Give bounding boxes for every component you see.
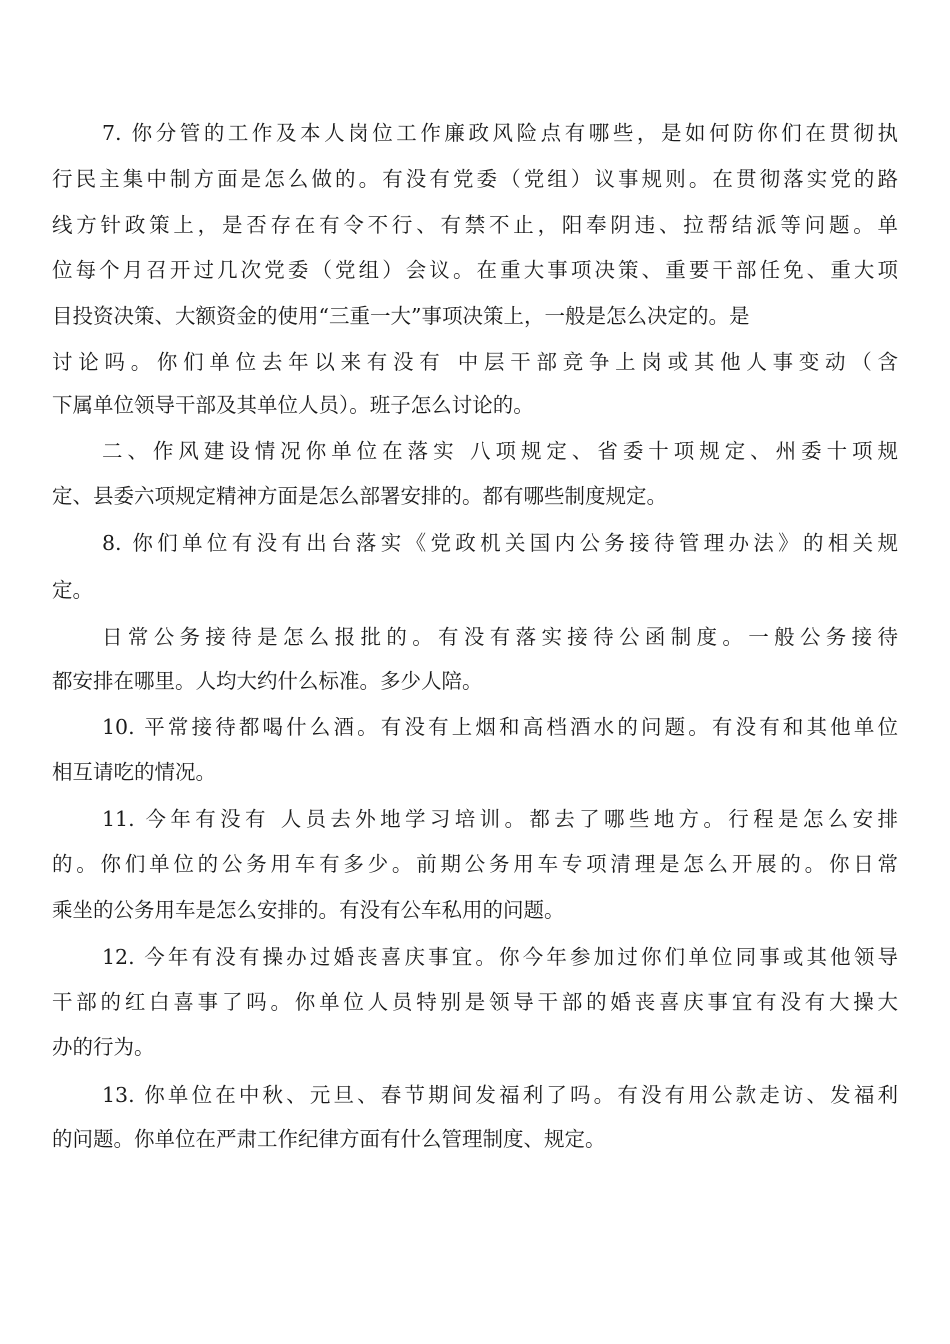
paragraph-7-line-7: 下属单位领导干部及其单位人员）。班子怎么讨论的。 <box>52 393 534 417</box>
paragraph-reception-line-2: 都安排在哪里。人均大约什么标准。多少人陪。 <box>52 669 483 693</box>
section-2-heading-line-2: 定、县委六项规定精神方面是怎么部署安排的。都有哪些制度规定。 <box>52 484 667 508</box>
paragraph-8-line-1: 8. 你们单位有没有出台落实《党政机关国内公务接待管理办法》的相关规 <box>102 531 898 555</box>
paragraph-11-line-3: 乘坐的公务用车是怎么安排的。有没有公车私用的问题。 <box>52 898 565 922</box>
paragraph-13-line-2: 的问题。你单位在严肃工作纪律方面有什么管理制度、规定。 <box>52 1127 606 1151</box>
paragraph-12-line-1: 12. 今年有没有操办过婚丧喜庆事宜。你今年参加过你们单位同事或其他领导 <box>102 945 898 969</box>
paragraph-7-line-5: 目投资决策、大额资金的使用“三重一大”事项决策上，一般是怎么决定的。是 <box>52 304 750 328</box>
paragraph-10-line-2: 相互请吃的情况。 <box>52 760 216 784</box>
paragraph-12-line-2: 干部的红白喜事了吗。你单位人员特别是领导干部的婚丧喜庆事宜有没有大操大 <box>52 990 898 1014</box>
paragraph-10-line-1: 10. 平常接待都喝什么酒。有没有上烟和高档酒水的问题。有没有和其他单位 <box>102 715 898 739</box>
paragraph-reception-line-1: 日常公务接待是怎么报批的。有没有落实接待公函制度。一般公务接待 <box>102 625 898 649</box>
paragraph-7-line-3: 线方针政策上，是否存在有令不行、有禁不止，阳奉阴违、拉帮结派等问题。单 <box>52 213 898 237</box>
paragraph-11-line-1: 11. 今年有没有 人员去外地学习培训。都去了哪些地方。行程是怎么安排 <box>102 807 898 831</box>
paragraph-7-line-1: 7. 你分管的工作及本人岗位工作廉政风险点有哪些，是如何防你们在贯彻执 <box>102 121 898 145</box>
paragraph-13-line-1: 13. 你单位在中秋、元旦、春节期间发福利了吗。有没有用公款走访、发福利 <box>102 1083 898 1107</box>
paragraph-7-line-6: 讨论吗。你们单位去年以来有没有 中层干部竞争上岗或其他人事变动（含 <box>52 350 898 374</box>
paragraph-8-line-2: 定。 <box>52 578 93 602</box>
paragraph-12-line-3: 办的行为。 <box>52 1035 155 1059</box>
paragraph-7-line-2: 行民主集中制方面是怎么做的。有没有党委（党组）议事规则。在贯彻落实党的路 <box>52 167 898 191</box>
paragraph-7-line-4: 位每个月召开过几次党委（党组）会议。在重大事项决策、重要干部任免、重大项 <box>52 258 898 282</box>
section-2-heading-line-1: 二、作风建设情况你单位在落实 八项规定、省委十项规定、州委十项规 <box>102 439 898 463</box>
paragraph-11-line-2: 的。你们单位的公务用车有多少。前期公务用车专项清理是怎么开展的。你日常 <box>52 852 898 876</box>
